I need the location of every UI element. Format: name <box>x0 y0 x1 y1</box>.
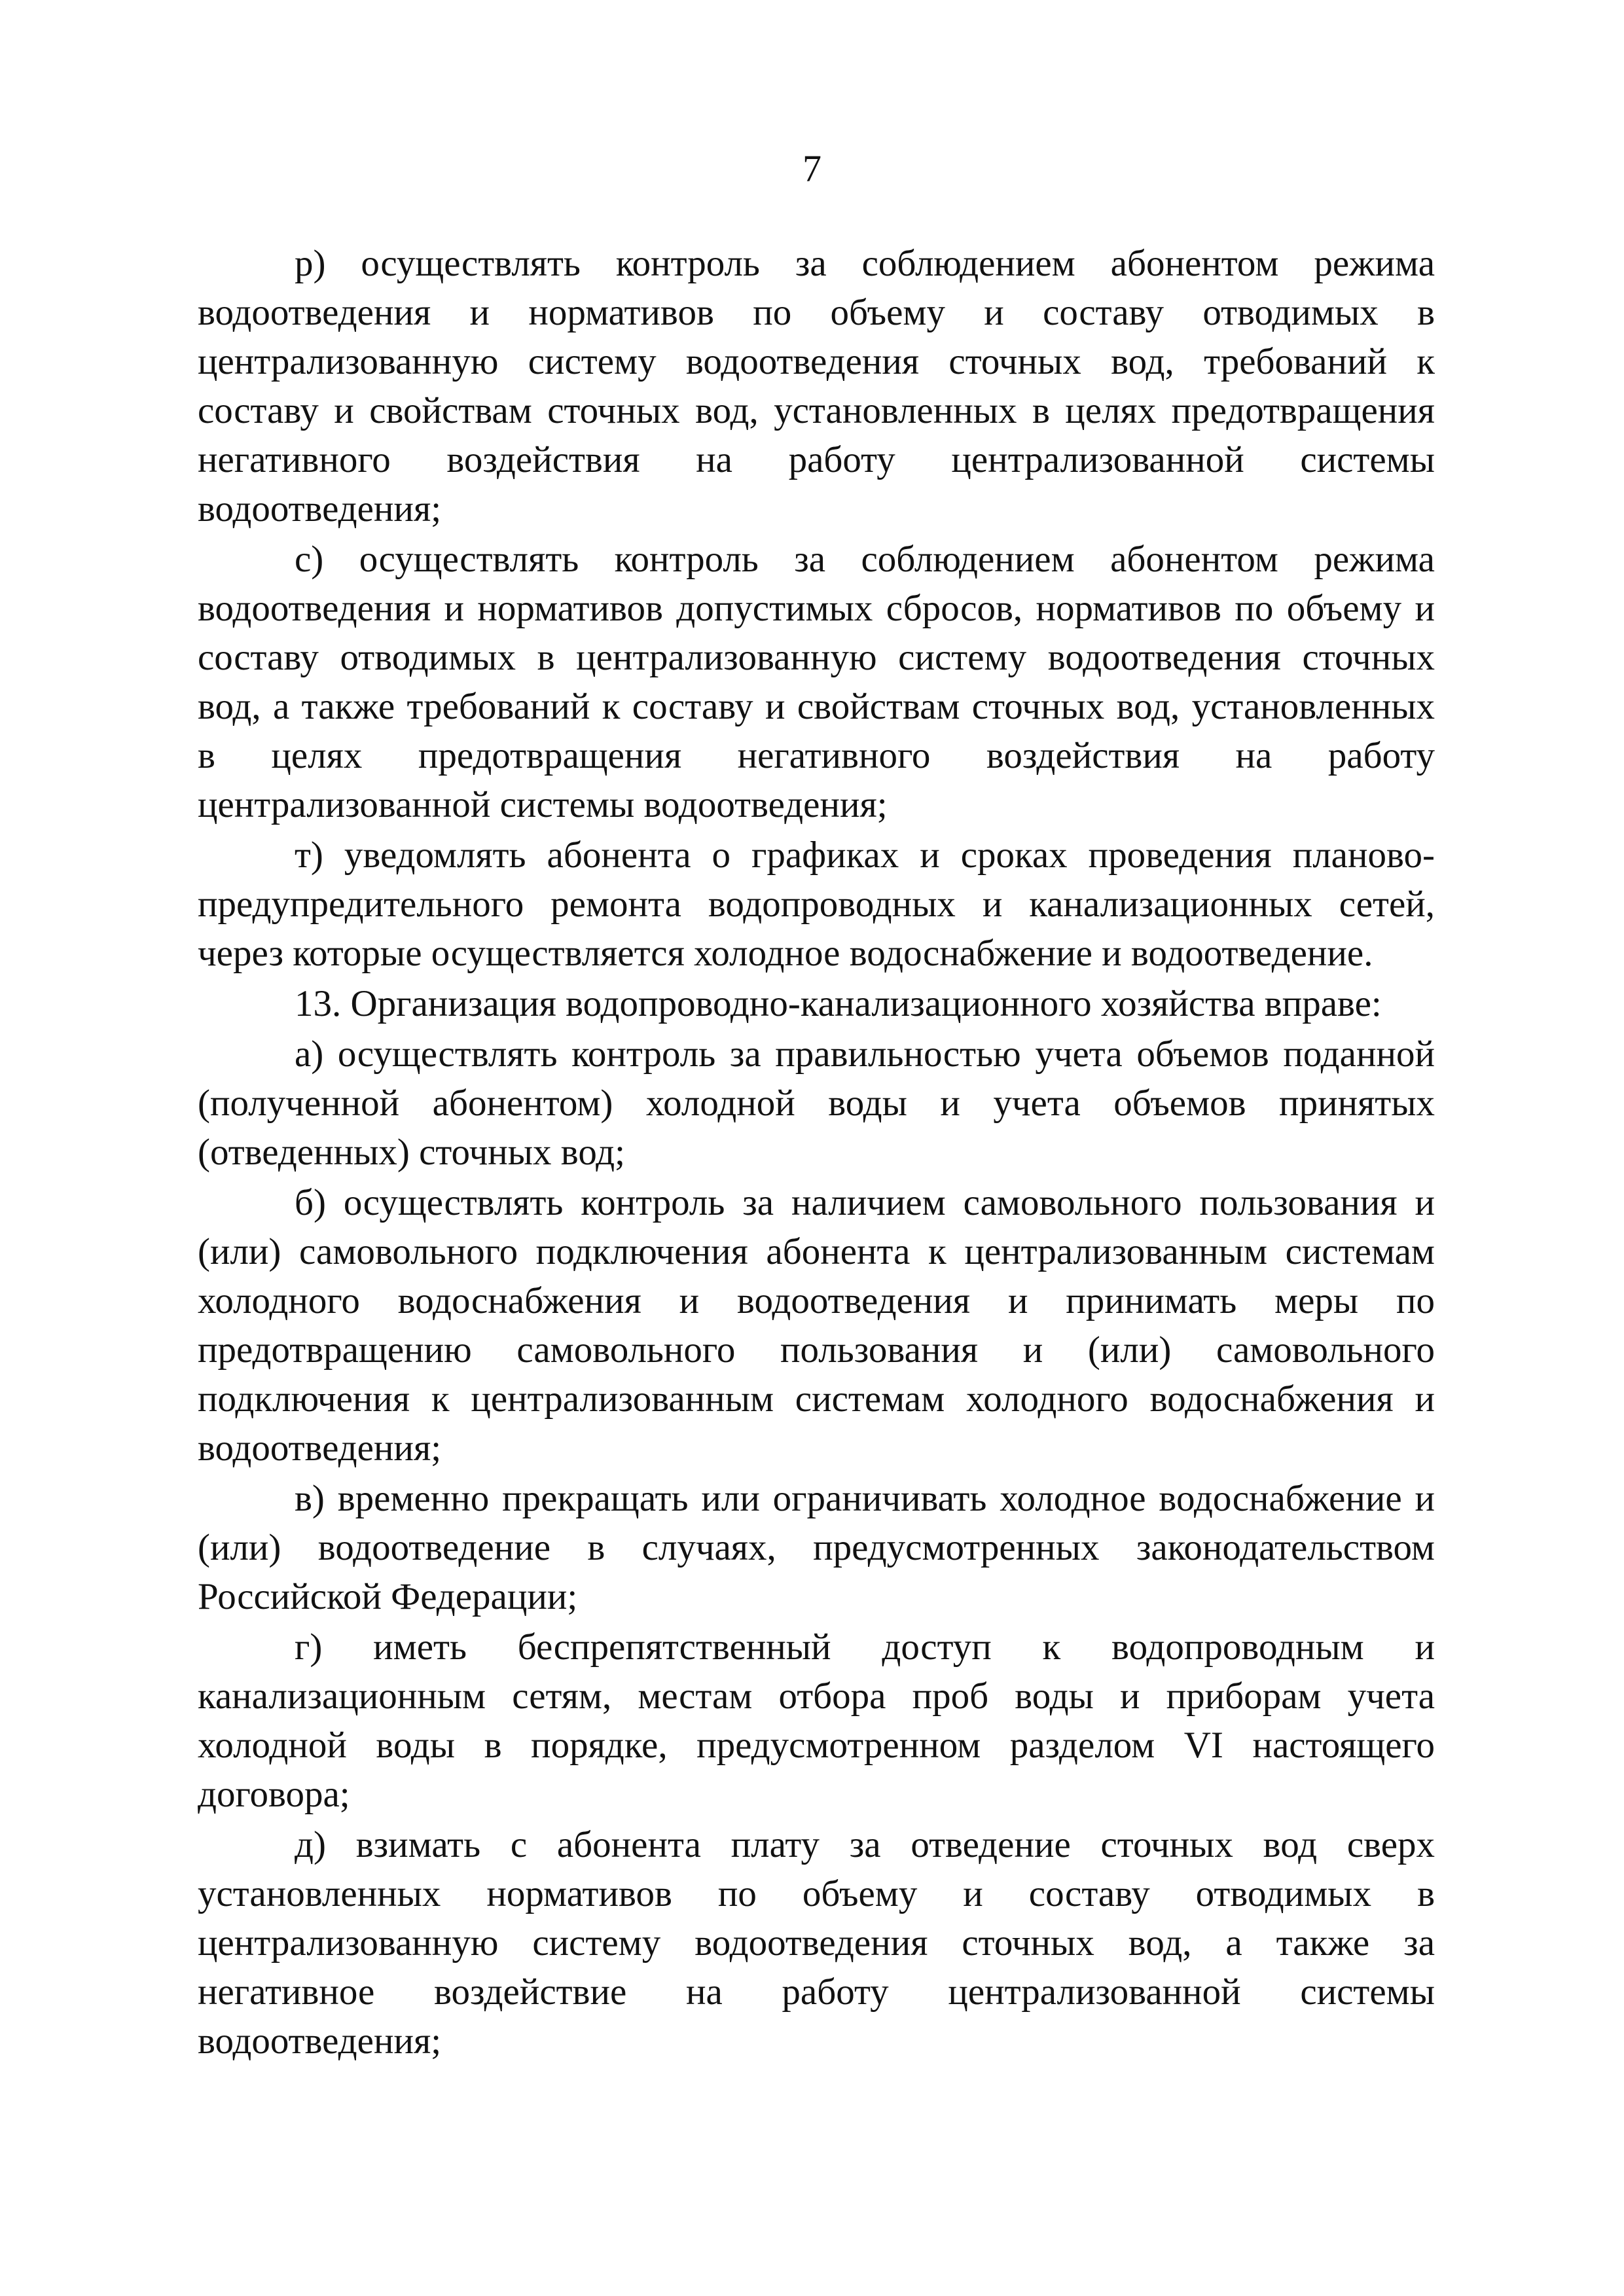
paragraph-t: т) уведомлять абонента о графиках и сроках проведения планово-предупредительного ремонта водопроводных и канализационных сетей, через которые осуществляется холодное водоснабжение и водоотведение. <box>198 834 1435 974</box>
paragraph-g: г) иметь беспрепятственный доступ к водопроводным и канализационным сетям, местам отбора проб воды и приборам учета холодной воды в порядке, предусмотренном разделом VI настоящего договора; <box>198 1626 1435 1815</box>
paragraph-v: в) временно прекращать или ограничивать холодное водоснабжение и (или) водоотведение в случаях, предусмотренных законодательством Российской Федерации; <box>198 1478 1435 1617</box>
paragraph-d: д) взимать с абонента плату за отведение сточных вод сверх установленных нормативов по объему и составу отводимых в централизованную систему водоотведения сточных вод, а также за негативное воздействие на работу централизованной системы водоотведения; <box>198 1824 1435 2062</box>
page-number: 7 <box>803 147 821 190</box>
paragraph-s: с) осуществлять контроль за соблюдением абонентом режима водоотведения и нормативов допустимых сбросов, нормативов по объему и составу отводимых в централизованную систему водоотведения сточных вод, а также требований к составу и свойствам сточных вод, установленных в целях предотвращения негативного воздействия на работу централизованной системы водоотведения; <box>198 539 1435 825</box>
paragraph-a: а) осуществлять контроль за правильностью учета объемов поданной (полученной абонентом) холодной воды и учета объемов принятых (отведенных) сточных вод; <box>198 1033 1435 1173</box>
section-13-heading: 13. Организация водопроводно-канализационного хозяйства вправе: <box>295 983 1382 1024</box>
paragraph-b: б) осуществлять контроль за наличием самовольного пользования и (или) самовольного подключения абонента к централизованным системам холодного водоснабжения и водоотведения и принимать меры по предотвращению самовольного пользования и (или) самовольного подключения к централизованным системам холодного водоснабжения и водоотведения; <box>198 1182 1435 1469</box>
paragraph-r: р) осуществлять контроль за соблюдением абонентом режима водоотведения и нормативов по объему и составу отводимых в централизованную систему водоотведения сточных вод, требований к составу и свойствам сточных вод, установленных в целях предотвращения негативного воздействия на работу централизованной системы водоотведения; <box>198 243 1435 529</box>
document-body <box>198 239 1435 2067</box>
